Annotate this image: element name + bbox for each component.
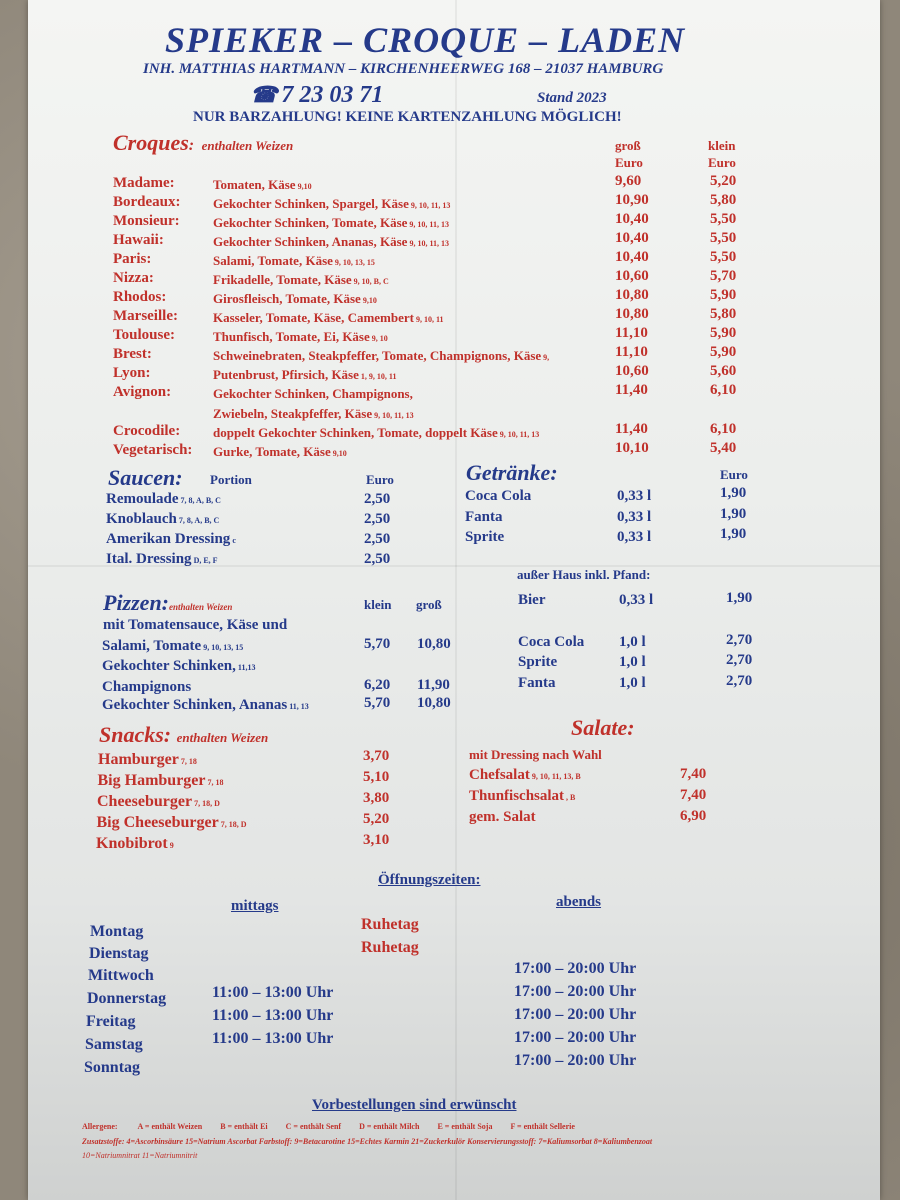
croques-col-klein: klein bbox=[708, 138, 736, 153]
pizza-name: Gekochter Schinken, 11,13 bbox=[102, 658, 256, 674]
allergen-entry: D = enthält Milch bbox=[359, 1122, 420, 1131]
additive-codes: 11,13 bbox=[235, 663, 256, 672]
telephone-icon: ☎ bbox=[250, 82, 278, 107]
croque-name: Vegetarisch: bbox=[113, 442, 193, 458]
croque-price-gross: 10,80 bbox=[615, 287, 649, 303]
croque-name: Nizza: bbox=[113, 270, 154, 286]
stand-year: Stand 2023 bbox=[537, 90, 607, 106]
drink-takeaway-size: 1,0 l bbox=[619, 654, 646, 670]
getraenke-col-euro: Euro bbox=[720, 467, 748, 482]
drink-takeaway-name: Coca Cola bbox=[518, 634, 585, 650]
additive-codes: 7, 18, D bbox=[218, 820, 247, 829]
allergen-entry: B = enthält Ei bbox=[220, 1122, 268, 1131]
pizzen-base-line: mit Tomatensauce, Käse und bbox=[103, 617, 288, 633]
sauce-price: 2,50 bbox=[364, 511, 391, 527]
croque-price-gross: 11,10 bbox=[615, 344, 648, 360]
croque-description: Girosfleisch, Tomate, Käse 9,10 bbox=[213, 291, 377, 306]
croque-price-klein: 5,50 bbox=[710, 230, 737, 246]
croque-name: Marseille: bbox=[113, 308, 178, 324]
drink-takeaway-size: 0,33 l bbox=[619, 592, 654, 608]
croque-price-gross: 10,60 bbox=[615, 268, 649, 284]
additive-codes: D, E, F bbox=[191, 556, 218, 565]
hours-ruhetag: Ruhetag bbox=[361, 916, 419, 933]
additive-codes: 9,10 bbox=[330, 449, 347, 458]
additive-codes: 9, 10, 11 bbox=[414, 315, 444, 324]
pizza-name: Champignons bbox=[102, 679, 192, 695]
allergene-line: Allergene: A = enthält Weizen B = enthält Ei C = enthält Senf D = enthält Milch E = enthält Soja F = enthält Sellerie bbox=[82, 1122, 575, 1131]
pizzen-note: enthalten Weizen bbox=[169, 602, 233, 612]
croque-name: Madame: bbox=[113, 175, 175, 191]
drink-takeaway-price: 2,70 bbox=[726, 652, 753, 668]
croque-price-gross: 10,80 bbox=[615, 306, 649, 322]
sauce-price: 2,50 bbox=[364, 531, 391, 547]
croque-description: Zwiebeln, Steakpfeffer, Käse 9, 10, 11, 13 bbox=[213, 406, 414, 421]
pizza-price-klein: 5,70 bbox=[364, 695, 391, 711]
phone-number-line[interactable] bbox=[250, 83, 383, 107]
drink-size: 0,33 l bbox=[617, 488, 652, 504]
shop-title: SPIEKER – CROQUE – LADEN bbox=[165, 20, 686, 60]
croque-price-gross: 10,40 bbox=[615, 249, 649, 265]
hours-col-mittags: mittags bbox=[231, 898, 279, 914]
croque-price-klein: 5,90 bbox=[710, 287, 737, 303]
drink-takeaway-price: 2,70 bbox=[726, 632, 753, 648]
drink-takeaway-name: Sprite bbox=[518, 654, 558, 670]
pizza-name: Gekochter Schinken, Ananas 11, 13 bbox=[102, 697, 309, 713]
croque-description: Frikadelle, Tomate, Käse 9, 10, B, C bbox=[213, 272, 389, 287]
additive-codes: 7, 18 bbox=[178, 757, 197, 766]
croque-price-klein: 5,60 bbox=[710, 363, 737, 379]
sauce-name: Knoblauch 7, 8, A, B, C bbox=[106, 511, 220, 527]
croque-description: Gekochter Schinken, Ananas, Käse 9, 10, 11, 13 bbox=[213, 234, 449, 249]
getraenke-heading: Getränke: bbox=[466, 460, 558, 485]
croque-price-gross: 10,10 bbox=[615, 440, 649, 456]
additive-codes: 9, 10, 11, 13 bbox=[372, 411, 414, 420]
additive-codes: 9, 10, 11, 13 bbox=[407, 239, 449, 248]
croque-price-klein: 6,10 bbox=[710, 421, 737, 437]
zusatzstoffe-line1: Zusatzstoffe: 4=Ascorbinsäure 15=Natrium Ascorbat Farbstoff: 9=Betacarotine 15=Echtes Karmin 21=Zuckerkulör Konservierungsstoff: 7=Kaliumsorbat 8=Kaliumbenzoat bbox=[82, 1137, 653, 1146]
croque-name: Rhodos: bbox=[113, 289, 167, 305]
drink-name: Sprite bbox=[465, 529, 505, 545]
croque-price-gross: 11,40 bbox=[615, 382, 648, 398]
paper-fold-vertical bbox=[455, 0, 457, 1200]
drink-name: Fanta bbox=[465, 509, 503, 525]
saucen-heading: Saucen: bbox=[108, 465, 183, 490]
croque-description: Gurke, Tomate, Käse 9,10 bbox=[213, 444, 347, 459]
croque-name: Paris: bbox=[113, 251, 152, 267]
owner-address: INH. MATTHIAS HARTMANN – KIRCHENHEERWEG 168 – 21037 HAMBURG bbox=[143, 61, 664, 77]
croques-note: enthalten Weizen bbox=[201, 138, 294, 153]
croque-price-klein: 5,20 bbox=[710, 173, 737, 189]
drink-price: 1,90 bbox=[720, 526, 747, 542]
croque-name: Hawaii: bbox=[113, 232, 164, 248]
drink-takeaway-size: 1,0 l bbox=[619, 675, 646, 691]
hours-abends-time: 17:00 – 20:00 Uhr bbox=[514, 960, 637, 977]
salad-price: 7,40 bbox=[680, 787, 707, 803]
croque-description: Gekochter Schinken, Spargel, Käse 9, 10, 11, 13 bbox=[213, 196, 451, 211]
croque-price-gross: 10,40 bbox=[615, 211, 649, 227]
additive-codes: , B bbox=[564, 793, 576, 802]
croque-price-gross: 9,60 bbox=[615, 173, 642, 189]
croque-description: Gekochter Schinken, Champignons, bbox=[213, 386, 413, 401]
additive-codes: 9, 10 bbox=[369, 334, 388, 343]
croque-description: Tomaten, Käse 9,10 bbox=[213, 177, 312, 192]
hours-day: Samstag bbox=[85, 1036, 143, 1053]
croque-price-gross: 11,40 bbox=[615, 421, 648, 437]
snack-price: 5,20 bbox=[363, 811, 390, 827]
pizza-price-gross: 10,80 bbox=[417, 636, 451, 652]
sauce-name: Remoulade 7, 8, A, B, C bbox=[106, 491, 221, 507]
hours-ruhetag: Ruhetag bbox=[361, 939, 419, 956]
croque-price-klein: 5,50 bbox=[710, 211, 737, 227]
additive-codes: 9, 10, 13, 15 bbox=[332, 258, 375, 267]
snack-name: Knobibrot 9 bbox=[96, 835, 174, 852]
salad-name: Thunfischsalat , B bbox=[469, 788, 576, 804]
additive-codes: c bbox=[230, 536, 236, 545]
pizza-price-klein: 5,70 bbox=[364, 636, 391, 652]
additive-codes: 7, 8, A, B, C bbox=[178, 496, 221, 505]
salad-price: 6,90 bbox=[680, 808, 707, 824]
drink-takeaway-name: Fanta bbox=[518, 675, 556, 691]
croque-price-klein: 6,10 bbox=[710, 382, 737, 398]
sauce-price: 2,50 bbox=[364, 491, 391, 507]
croque-price-klein: 5,80 bbox=[710, 306, 737, 322]
croques-heading: Croques: enthalten Weizen bbox=[113, 130, 294, 155]
allergen-entry: F = enthält Sellerie bbox=[510, 1122, 575, 1131]
croque-name: Crocodile: bbox=[113, 423, 181, 439]
croque-name: Toulouse: bbox=[113, 327, 175, 343]
pizza-name: Salami, Tomate 9, 10, 13, 15 bbox=[102, 638, 244, 654]
additive-codes: 1, 9, 10, 11 bbox=[358, 372, 397, 381]
hours-heading: Öffnungszeiten: bbox=[378, 872, 481, 888]
croque-price-gross: 10,60 bbox=[615, 363, 649, 379]
pizzen-heading: Pizzen:enthalten Weizen bbox=[103, 590, 233, 615]
hours-day: Montag bbox=[90, 923, 144, 940]
drink-price: 1,90 bbox=[720, 506, 747, 522]
drink-name: Coca Cola bbox=[465, 488, 532, 504]
drink-takeaway-price: 2,70 bbox=[726, 673, 753, 689]
allergen-entry: A = enthält Weizen bbox=[137, 1122, 203, 1131]
preorder-note: Vorbestellungen sind erwünscht bbox=[312, 1097, 517, 1113]
croque-description: Putenbrust, Pfirsich, Käse 1, 9, 10, 11 bbox=[213, 367, 397, 382]
croque-price-gross: 10,40 bbox=[615, 230, 649, 246]
additive-codes: 9, 10, 11, 13 bbox=[497, 430, 540, 439]
hours-day: Mittwoch bbox=[88, 967, 154, 984]
drink-takeaway-size: 1,0 l bbox=[619, 634, 646, 650]
croque-price-gross: 10,90 bbox=[615, 192, 649, 208]
hours-abends-time: 17:00 – 20:00 Uhr bbox=[514, 1029, 637, 1046]
hours-col-abends: abends bbox=[556, 894, 602, 910]
drink-price: 1,90 bbox=[720, 485, 747, 501]
croques-col-euro-klein: Euro bbox=[708, 155, 736, 170]
additive-codes: 9, 10, 11, 13, B bbox=[529, 772, 581, 781]
payment-note: NUR BARZAHLUNG! KEINE KARTENZAHLUNG MÖGLICH! bbox=[193, 109, 622, 125]
snacks-note: enthalten Weizen bbox=[176, 730, 269, 745]
snack-price: 5,10 bbox=[363, 769, 390, 785]
salad-name: Chefsalat 9, 10, 11, 13, B bbox=[469, 767, 581, 783]
salate-heading: Salate: bbox=[571, 715, 635, 740]
snack-name: Hamburger 7, 18 bbox=[98, 751, 197, 768]
croque-description: Schweinebraten, Steakpfeffer, Tomate, Champignons, Käse 9, bbox=[213, 348, 550, 363]
snack-price: 3,70 bbox=[363, 748, 390, 764]
allergen-entry: C = enthält Senf bbox=[285, 1122, 342, 1131]
phone-number[interactable]: 7 23 03 71 bbox=[281, 82, 384, 108]
saucen-col-euro: Euro bbox=[366, 472, 394, 487]
croque-price-klein: 5,90 bbox=[710, 325, 737, 341]
pizzen-col-gross: groß bbox=[416, 597, 442, 612]
snack-name: Big Cheeseburger 7, 18, D bbox=[96, 814, 247, 831]
additive-codes: 7, 8, A, B, C bbox=[176, 516, 220, 525]
croque-description: Gekochter Schinken, Tomate, Käse 9, 10, 11, 13 bbox=[213, 215, 449, 230]
croque-price-gross: 11,10 bbox=[615, 325, 648, 341]
drink-takeaway-price: 1,90 bbox=[726, 590, 753, 606]
hours-day: Donnerstag bbox=[87, 990, 167, 1007]
croque-price-klein: 5,40 bbox=[710, 440, 737, 456]
hours-abends-time: 17:00 – 20:00 Uhr bbox=[514, 983, 637, 1000]
sauce-name: Amerikan Dressing c bbox=[106, 531, 236, 547]
additive-codes: 9,10 bbox=[360, 296, 377, 305]
hours-mittags-time: 11:00 – 13:00 Uhr bbox=[212, 984, 334, 1001]
sauce-price: 2,50 bbox=[364, 551, 391, 567]
croque-price-klein: 5,90 bbox=[710, 344, 737, 360]
hours-day: Sonntag bbox=[84, 1059, 141, 1076]
additive-codes: 11, 13 bbox=[287, 702, 309, 711]
sauce-name: Ital. Dressing D, E, F bbox=[106, 551, 218, 567]
additive-codes: 9, 10, 11, 13 bbox=[408, 201, 451, 210]
drink-size: 0,33 l bbox=[617, 529, 652, 545]
snack-price: 3,80 bbox=[363, 790, 390, 806]
croque-name: Brest: bbox=[113, 346, 152, 362]
croques-col-gross: groß bbox=[615, 138, 641, 153]
snack-name: Big Hamburger 7, 18 bbox=[97, 772, 224, 789]
salad-price: 7,40 bbox=[680, 766, 707, 782]
croque-price-klein: 5,50 bbox=[710, 249, 737, 265]
croque-description: Salami, Tomate, Käse 9, 10, 13, 15 bbox=[213, 253, 375, 268]
additive-codes: 9, 10, 11, 13 bbox=[407, 220, 449, 229]
croque-description: Kasseler, Tomate, Käse, Camembert 9, 10, 11 bbox=[213, 310, 444, 325]
croque-price-klein: 5,80 bbox=[710, 192, 737, 208]
zusatzstoffe-line2: 10=Natriumnitrat 11=Natriumnitrit bbox=[82, 1151, 198, 1160]
croque-price-klein: 5,70 bbox=[710, 268, 737, 284]
pizza-price-klein: 6,20 bbox=[364, 677, 391, 693]
croque-name: Avignon: bbox=[113, 384, 172, 400]
additive-codes: 7, 18 bbox=[205, 778, 224, 787]
hours-day: Freitag bbox=[86, 1013, 136, 1030]
snacks-heading: Snacks: enthalten Weizen bbox=[99, 722, 269, 747]
additive-codes: 9, bbox=[541, 353, 550, 362]
drink-size: 0,33 l bbox=[617, 509, 652, 525]
hours-mittags-time: 11:00 – 13:00 Uhr bbox=[212, 1030, 334, 1047]
hours-day: Dienstag bbox=[89, 945, 149, 962]
saucen-col-portion: Portion bbox=[210, 472, 252, 487]
ausser-haus-label: außer Haus inkl. Pfand: bbox=[517, 567, 651, 582]
salate-note: mit Dressing nach Wahl bbox=[469, 747, 602, 762]
additive-codes: 9, 10, 13, 15 bbox=[201, 643, 244, 652]
pizza-price-gross: 10,80 bbox=[417, 695, 451, 711]
hours-abends-time: 17:00 – 20:00 Uhr bbox=[514, 1006, 637, 1023]
hours-abends-time: 17:00 – 20:00 Uhr bbox=[514, 1052, 637, 1069]
salad-name: gem. Salat bbox=[469, 809, 536, 825]
croque-description: doppelt Gekochter Schinken, Tomate, doppelt Käse 9, 10, 11, 13 bbox=[213, 425, 540, 440]
additive-codes: 9 bbox=[167, 841, 174, 850]
croque-name: Monsieur: bbox=[113, 213, 180, 229]
hours-mittags-time: 11:00 – 13:00 Uhr bbox=[212, 1007, 334, 1024]
drink-takeaway-name: Bier bbox=[518, 592, 546, 608]
croque-description: Thunfisch, Tomate, Ei, Käse 9, 10 bbox=[213, 329, 388, 344]
croques-col-euro-gross: Euro bbox=[615, 155, 643, 170]
croque-name: Bordeaux: bbox=[113, 194, 181, 210]
pizzen-col-klein: klein bbox=[364, 597, 392, 612]
additive-codes: 9, 10, B, C bbox=[351, 277, 389, 286]
allergen-entry: E = enthält Soja bbox=[437, 1122, 493, 1131]
additive-codes: 9,10 bbox=[295, 182, 312, 191]
additive-codes: 7, 18, D bbox=[192, 799, 220, 808]
croque-name: Lyon: bbox=[113, 365, 151, 381]
pizza-price-gross: 11,90 bbox=[417, 677, 450, 693]
snack-price: 3,10 bbox=[363, 832, 390, 848]
snack-name: Cheeseburger 7, 18, D bbox=[97, 793, 220, 810]
